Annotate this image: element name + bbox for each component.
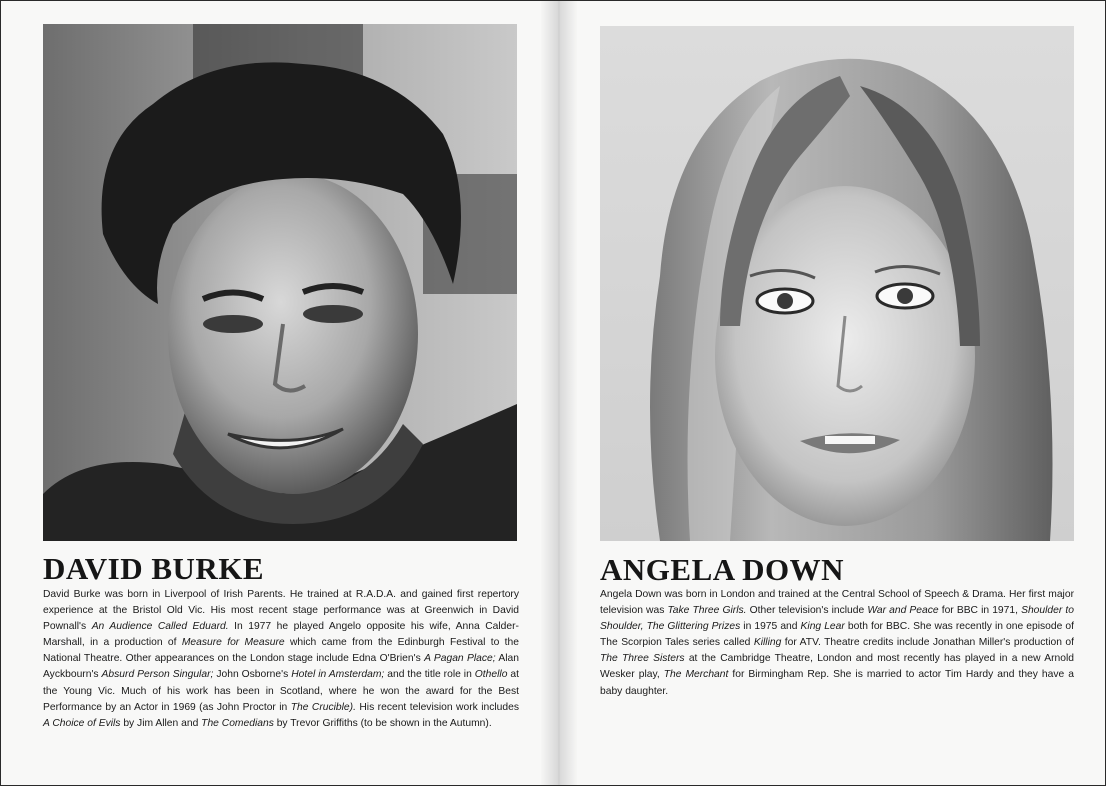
bio-text-run: and the title role in xyxy=(384,669,475,681)
bio-text-run: Other television's include xyxy=(746,605,868,617)
bio-david-burke xyxy=(43,587,519,732)
bio-title-run: A Pagan Place; xyxy=(424,653,496,665)
bio-text-run: John Osborne's xyxy=(213,669,292,681)
bio-title-run: The Merchant xyxy=(663,669,729,681)
bio-text-run: by Jim Allen and xyxy=(120,717,202,729)
actor-name-david-burke: DAVID BURKE xyxy=(43,551,265,586)
angela-down-photo xyxy=(600,26,1074,541)
bio-text-run: for BBC in 1971, xyxy=(938,605,1022,617)
bio-text-run: Angela Down was born in London and trained at the Central School of Speech & Drama. Her first major television was xyxy=(600,589,1074,617)
bio-text-run: His recent television work includes xyxy=(355,701,519,713)
bio-title-run: Absurd Person Singular; xyxy=(101,669,214,681)
bio-title-run: The Three Sisters xyxy=(600,653,685,665)
bio-text-run: in 1975 and xyxy=(740,621,801,633)
bio-title-run: King Lear xyxy=(800,621,845,633)
bio-angela-down xyxy=(600,587,1074,700)
bio-title-run: An Audience Called Eduard. xyxy=(91,621,229,633)
bio-title-run: Shoulder to Shoulder, The Glittering Prizes xyxy=(600,605,1074,633)
left-page xyxy=(1,1,553,785)
bio-text-run: both for BBC. She was recently in one episode of The Scorpion Tales series called xyxy=(600,621,1074,649)
bio-text-run: for Birmingham Rep. She is married to actor Tim Hardy and they have a baby daughter. xyxy=(600,669,1074,697)
bio-title-run: Take Three Girls. xyxy=(667,605,747,617)
bio-title-run: Hotel in Amsterdam; xyxy=(291,669,385,681)
bio-text-run: Alan Ayckbourn's xyxy=(43,653,520,681)
bio-text-run: which came from the Edinburgh Festival to the National Theatre. Other appearances on the London stage include Edna O'Brien's xyxy=(43,637,519,665)
bio-title-run: The Crucible). xyxy=(290,701,356,713)
bio-text-run: In 1977 he played Angelo opposite his wife, Anna Calder-Marshall, in a production of xyxy=(43,621,519,649)
bio-title-run: Measure for Measure xyxy=(181,637,285,649)
bio-title-run: War and Peace xyxy=(867,605,939,617)
bio-title-run: The Comedians xyxy=(201,717,274,729)
actor-name-angela-down: ANGELA DOWN xyxy=(600,552,845,587)
bio-text-run: by Trevor Griffiths (to be shown in the Autumn). xyxy=(273,717,492,729)
bio-title-run: Othello xyxy=(474,669,508,681)
bio-title-run: A Choice of Evils xyxy=(43,717,121,729)
bio-text-run: David Burke was born in Liverpool of Irish Parents. He trained at R.A.D.A. and gained first repertory experience at the Bristol Old Vic. His most recent stage performance was at Greenwich in David Pownall's xyxy=(43,589,519,633)
david-burke-photo xyxy=(43,24,517,541)
right-page xyxy=(554,1,1105,785)
bio-text-run: for ATV. Theatre credits include Jonathan Miller's production of xyxy=(781,637,1074,649)
bio-title-run: Killing xyxy=(753,637,782,649)
bio-text-run: at the Young Vic. Much of his work has been in Scotland, where he won the award for the Best Performance by an Actor in 1969 (as John Proctor in xyxy=(43,669,519,713)
bio-text-run: at the Cambridge Theatre, London and most recently has played in a new Arnold Wesker play, xyxy=(600,653,1074,681)
